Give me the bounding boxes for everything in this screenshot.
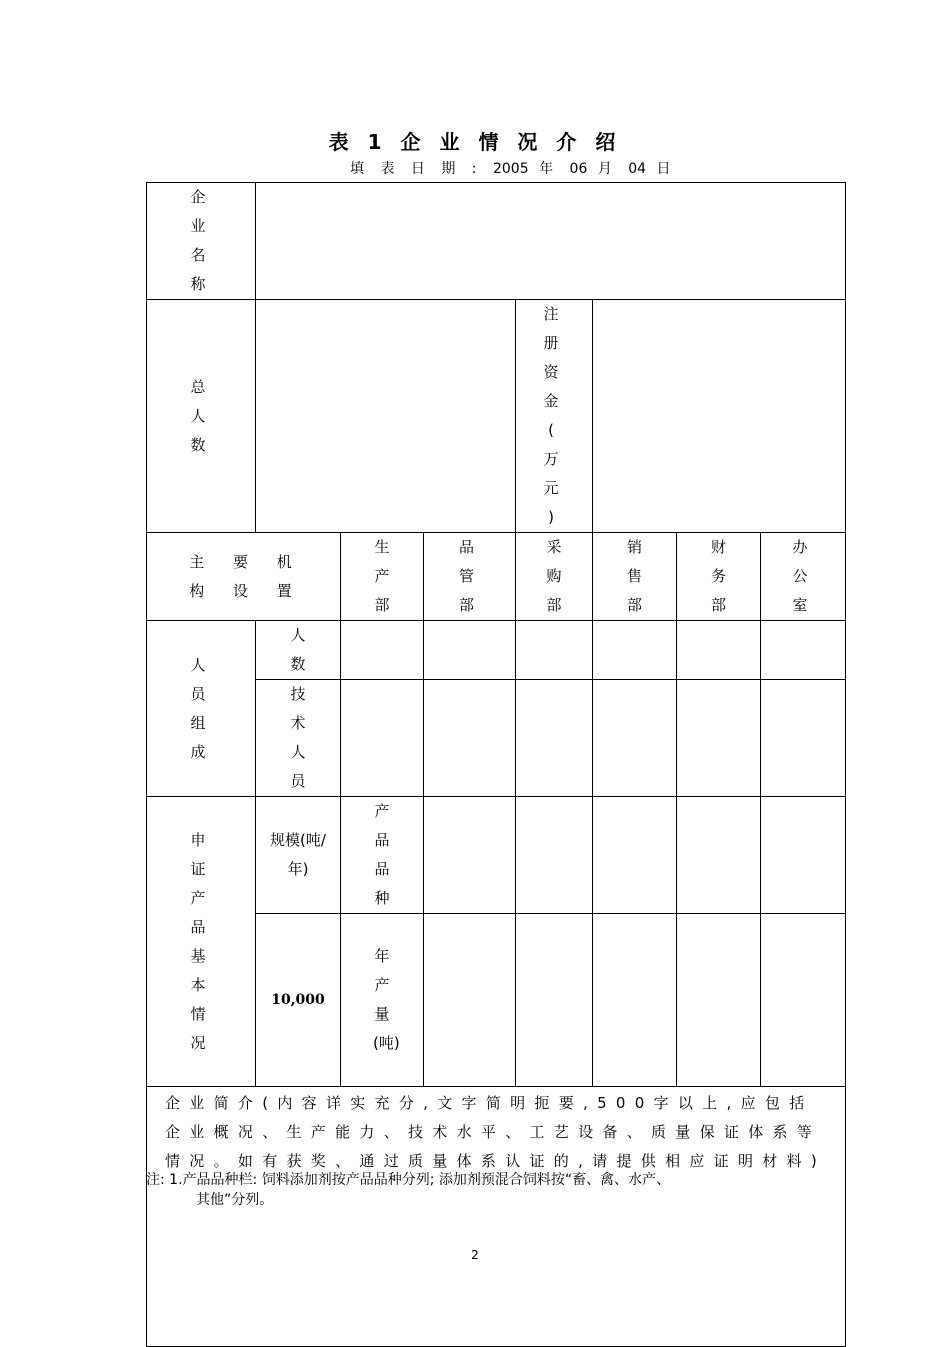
date-year: 2005: [492, 161, 529, 177]
staff-count-cell[interactable]: [761, 621, 846, 680]
date-month-unit: 月: [597, 161, 618, 177]
date-day: 04: [628, 161, 647, 177]
dept-quality: 品 管 部: [424, 533, 516, 621]
org-structure-label: 主 要 机 构 设 置: [147, 533, 341, 621]
total-people-value[interactable]: [256, 300, 516, 533]
product-info-label: 申 证 产 品 基 本 情 况: [147, 797, 256, 1087]
staff-count-cell[interactable]: [424, 621, 516, 680]
staff-composition-label: 人 员 组 成: [147, 621, 256, 797]
reg-capital-label: 注 册 资 金 ( 万 元 ): [516, 300, 593, 533]
tech-staff-cell[interactable]: [761, 680, 846, 797]
variety-cell[interactable]: [593, 797, 677, 914]
scale-value: 10,000: [256, 914, 341, 1087]
variety-cell[interactable]: [424, 797, 516, 914]
tech-staff-cell[interactable]: [593, 680, 677, 797]
date-day-unit: 日: [656, 161, 677, 177]
fill-date: [350, 158, 677, 178]
staff-count-label: 人数: [256, 621, 341, 680]
variety-cell[interactable]: [677, 797, 761, 914]
page-title: 表 1 企 业 情 况 介 绍: [328, 130, 622, 154]
tech-staff-cell[interactable]: [516, 680, 593, 797]
reg-capital-value[interactable]: [593, 300, 846, 533]
variety-cell[interactable]: [516, 797, 593, 914]
dept-purchasing: 采购部: [516, 533, 593, 621]
tech-staff-cell[interactable]: [677, 680, 761, 797]
company-intro[interactable]: 企业简介(内容详实充分,文字简明扼要,500字以上,应包括企业概况、生产能力、技术水平、工艺设备、质量保证体系等情况。如有获奖、通过质量体系认证的,请提供相应证明材料): [147, 1087, 846, 1347]
output-cell[interactable]: [516, 914, 593, 1087]
tech-staff-label: 技术人员: [256, 680, 341, 797]
output-cell[interactable]: [424, 914, 516, 1087]
annual-output-label: 年产量(吨): [341, 914, 424, 1087]
product-variety-label: 产品品种: [341, 797, 424, 914]
date-label: 填 表 日 期 :: [350, 161, 483, 177]
staff-count-cell[interactable]: [593, 621, 677, 680]
company-name-value[interactable]: [256, 183, 846, 300]
date-year-unit: 年: [539, 161, 560, 177]
staff-count-cell[interactable]: [677, 621, 761, 680]
footnote: [146, 1170, 826, 1210]
footnote-line-2: 其他”分列。: [196, 1192, 274, 1208]
dept-production: 生产部: [341, 533, 424, 621]
dept-office: 办 公 室: [761, 533, 846, 621]
dept-sales: 销售部: [593, 533, 677, 621]
variety-cell[interactable]: [761, 797, 846, 914]
total-people-label: 总 人 数: [147, 300, 256, 533]
staff-count-cell[interactable]: [341, 621, 424, 680]
staff-count-cell[interactable]: [516, 621, 593, 680]
dept-finance: 财务部: [677, 533, 761, 621]
page-number: 2: [471, 1248, 479, 1262]
tech-staff-cell[interactable]: [424, 680, 516, 797]
output-cell[interactable]: [761, 914, 846, 1087]
scale-label: 规模(吨/年): [256, 797, 341, 914]
tech-staff-cell[interactable]: [341, 680, 424, 797]
output-cell[interactable]: [593, 914, 677, 1087]
output-cell[interactable]: [677, 914, 761, 1087]
company-name-label: 企 业 名 称: [147, 183, 256, 300]
footnote-line-1: 注: 1.产品品种栏: 饲料添加剂按产品品种分列; 添加剂预混合饲料按“畜、禽、水产、: [146, 1172, 671, 1188]
date-month: 06: [569, 161, 588, 177]
